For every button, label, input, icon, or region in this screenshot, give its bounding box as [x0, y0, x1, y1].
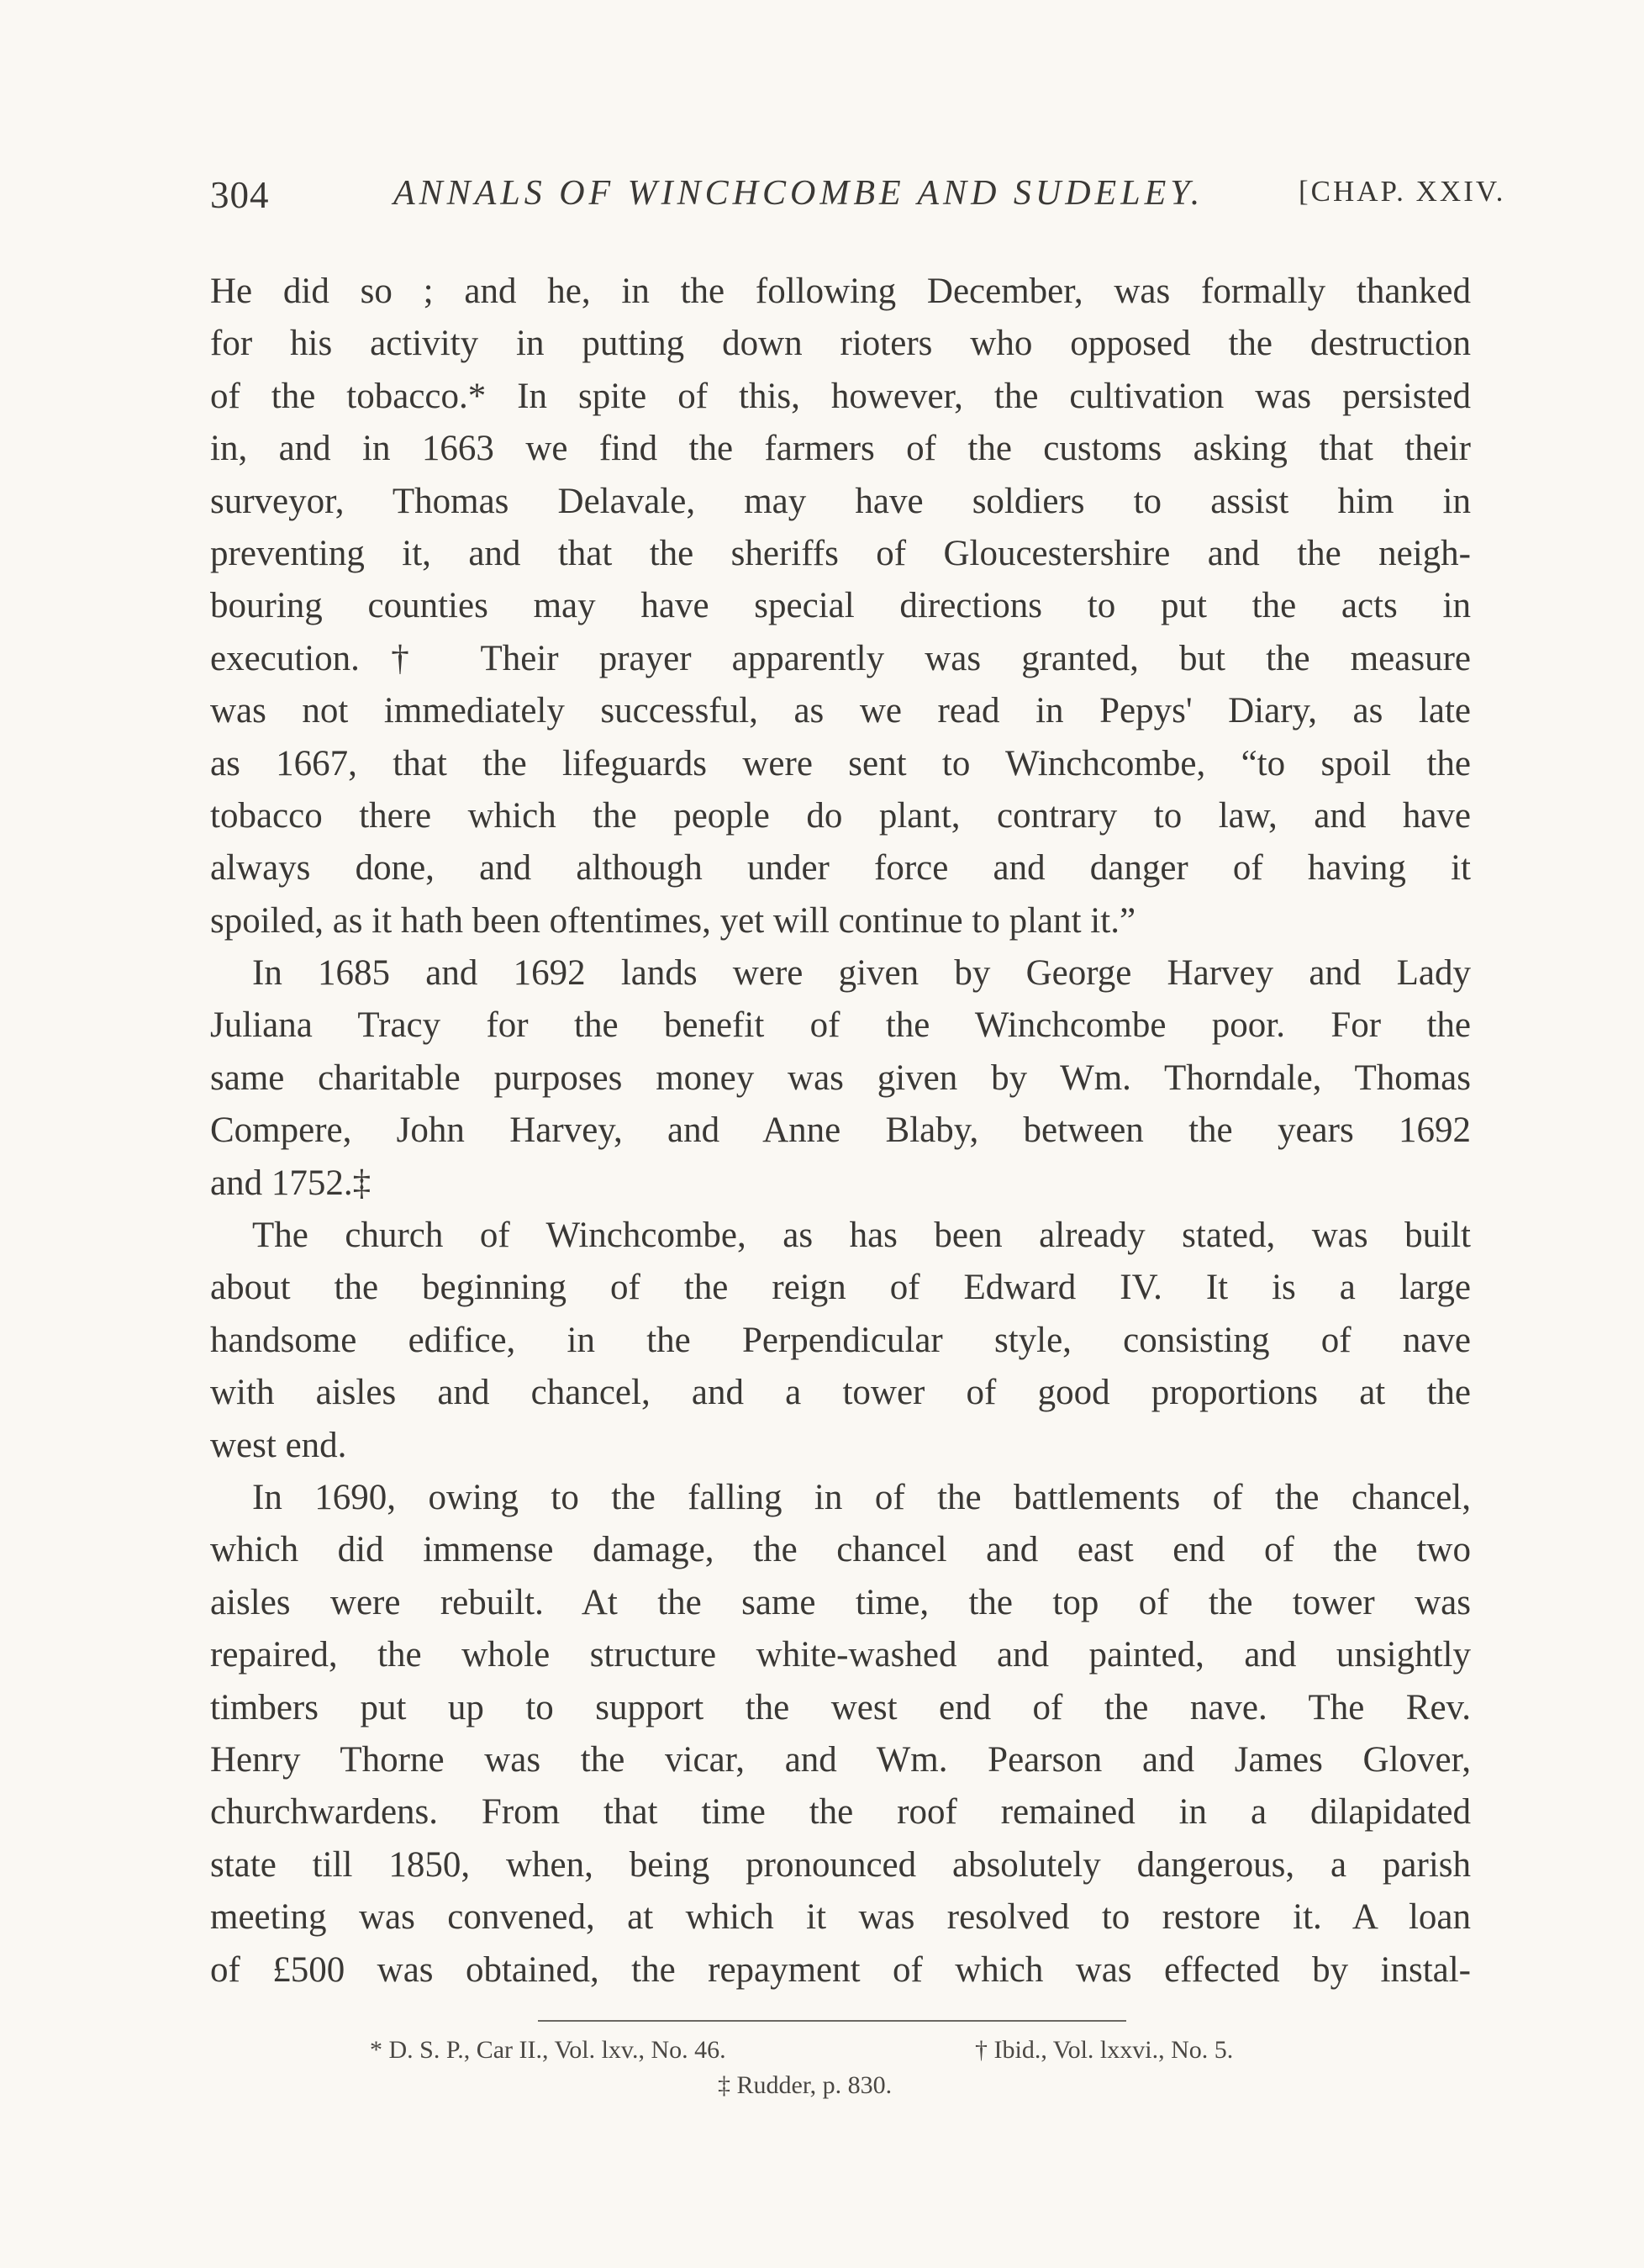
running-header	[0, 173, 1644, 224]
text-line: always done, and although under force and danger of having it	[210, 848, 1471, 889]
text-line: state till 1850, when, being pronounced absolutely dangerous, a parish	[210, 1844, 1471, 1885]
footnote-rule	[538, 2020, 1126, 2022]
footnote-3: ‡ Rudder, p. 830.	[718, 2071, 893, 2099]
text-line: meeting was convened, at which it was resolved to restore it. A loan	[210, 1897, 1471, 1938]
text-line: surveyor, Thomas Delavale, may have soldiers to assist him in	[210, 481, 1471, 521]
text-line: was not immediately successful, as we read in Pepys' Diary, as late	[210, 691, 1471, 731]
footnote-2: † Ibid., Vol. lxxvi., No. 5.	[975, 2036, 1234, 2064]
text-line: in, and in 1663 we find the farmers of the customs asking that their	[210, 429, 1471, 469]
text-line: handsome edifice, in the Perpendicular style, consisting of nave	[210, 1320, 1471, 1360]
text-line: as 1667, that the lifeguards were sent to Winchcombe, “to spoil the	[210, 743, 1471, 783]
text-line: He did so ; and he, in the following December, was formally thanked	[210, 272, 1471, 311]
text-line: churchwardens. From that time the roof remained in a dilapidated	[210, 1792, 1471, 1833]
text-line: Juliana Tracy for the benefit of the Winchcombe poor. For the	[210, 1005, 1471, 1046]
chapter-reference: [CHAP. XXIV.	[1299, 175, 1506, 208]
running-title: ANNALS OF WINCHCOMBE AND SUDELEY.	[393, 174, 1204, 213]
text-line: spoiled, as it hath been oftentimes, yet will continue to plant it.”	[210, 900, 1136, 941]
text-line: Compere, John Harvey, and Anne Blaby, between the years 1692	[210, 1110, 1471, 1151]
text-line: and 1752.‡	[210, 1163, 371, 1203]
text-line: tobacco there which the people do plant, contrary to law, and have	[210, 795, 1471, 836]
text-line: of the tobacco.* In spite of this, however, the cultivation was persisted	[210, 376, 1471, 416]
text-line: Henry Thorne was the vicar, and Wm. Pearson and James Glover,	[210, 1739, 1471, 1780]
text-line: preventing it, and that the sheriffs of Gloucestershire and the neigh-	[210, 533, 1471, 573]
text-line: timbers put up to support the west end of the nave. The Rev.	[210, 1687, 1471, 1727]
paragraph-first-line: In 1685 and 1692 lands were given by George Harvey and Lady	[252, 953, 1471, 994]
text-line: same charitable purposes money was given by Wm. Thorndale, Thomas	[210, 1058, 1471, 1098]
text-line: bouring counties may have special directions to put the acts in	[210, 586, 1471, 626]
text-line: for his activity in putting down rioters who opposed the destruction	[210, 324, 1471, 364]
paragraph-first-line: The church of Winchcombe, as has been already stated, was built	[252, 1216, 1471, 1256]
text-line: west end.	[210, 1425, 347, 1465]
text-line: with aisles and chancel, and a tower of good proportions at the	[210, 1373, 1471, 1413]
footnote-1: * D. S. P., Car II., Vol. lxv., No. 46.	[370, 2036, 726, 2064]
text-line: of £500 was obtained, the repayment of which was effected by instal-	[210, 1949, 1471, 1990]
text-line: aisles were rebuilt. At the same time, the top of the tower was	[210, 1582, 1471, 1622]
text-line: about the beginning of the reign of Edward IV. It is a large	[210, 1268, 1471, 1308]
paragraph-first-line: In 1690, owing to the falling in of the battlements of the chancel,	[252, 1477, 1471, 1517]
text-line: which did immense damage, the chancel and east end of the two	[210, 1530, 1471, 1570]
text-line: execution.† Their prayer apparently was granted, but the measure	[210, 638, 1471, 678]
body-text	[210, 266, 1471, 1996]
page-number: 304	[210, 174, 270, 216]
text-line: repaired, the whole structure white-washed and painted, and unsightly	[210, 1635, 1471, 1675]
